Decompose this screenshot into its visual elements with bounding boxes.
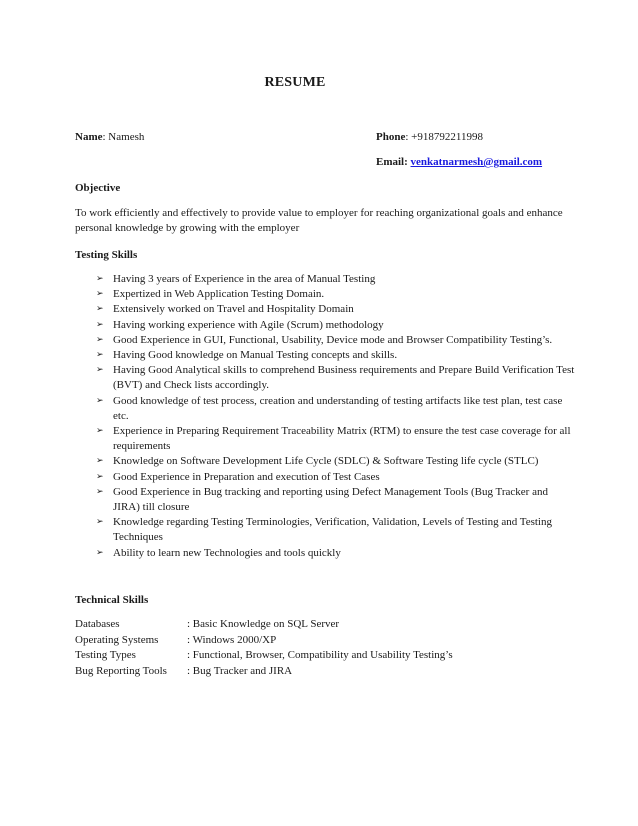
list-item-text: Good Experience in GUI, Functional, Usability, Device mode and Browser Compatibility Testing’s. [113, 333, 553, 346]
table-row [75, 633, 453, 649]
technical-skills-table [75, 617, 453, 679]
phone-value: : +918792211998 [405, 131, 483, 143]
tech-skill-value: : Windows 2000/XP [187, 633, 277, 646]
arrow-bullet-icon: ➢ [96, 304, 104, 315]
email-label: Email [376, 156, 405, 168]
arrow-bullet-icon: ➢ [96, 350, 104, 361]
email-line [376, 155, 542, 169]
list-item [96, 348, 576, 363]
list-item [96, 424, 576, 454]
resume-title: RESUME [264, 75, 326, 90]
testing-skills-heading: Testing Skills [75, 249, 138, 261]
phone-line [376, 130, 483, 144]
list-item-text: Having 3 years of Experience in the area of Manual Testing [113, 273, 376, 285]
list-item-text: Expertized in Web Application Testing Domain. [113, 288, 325, 301]
list-item [96, 363, 576, 393]
list-item-text: Extensively worked on Travel and Hospitality Domain [113, 303, 354, 316]
tech-skill-label: Testing Types [75, 649, 136, 661]
list-item-text: Good knowledge of test process, creation and understanding of testing artifacts like test plan, test case etc. [113, 394, 563, 422]
arrow-bullet-icon: ➢ [96, 289, 104, 300]
name-label: Name [75, 131, 103, 143]
name-line [75, 130, 144, 144]
list-item [96, 485, 576, 515]
list-item-text: Experience in Preparing Requirement Traceability Matrix (RTM) to ensure the test case coverage for all requirements [113, 425, 571, 453]
list-item [96, 287, 576, 302]
list-item-text: Having working experience with Agile (Scrum) methodology [113, 318, 384, 331]
list-item-text: Knowledge on Software Development Life Cycle (SDLC) & Software Testing life cycle (STLC) [113, 455, 539, 468]
arrow-bullet-icon: ➢ [96, 319, 104, 330]
tech-skill-value: : Bug Tracker and JIRA [187, 664, 293, 677]
arrow-bullet-icon: ➢ [96, 274, 104, 284]
tech-skill-label: Bug Reporting Tools [75, 664, 167, 677]
list-item [96, 272, 576, 287]
email-separator: : [404, 156, 411, 168]
list-item [96, 546, 576, 561]
arrow-bullet-icon: ➢ [96, 395, 104, 406]
list-item [96, 302, 576, 317]
list-item-text: Having Good Analytical skills to comprehend Business requirements and Prepare Build Verification Test (BVT) and Check lists accordingly. [113, 364, 575, 392]
arrow-bullet-icon: ➢ [96, 456, 104, 467]
tech-skill-value: : Functional, Browser, Compatibility and Usability Testing’s [187, 649, 453, 661]
list-item-text: Knowledge regarding Testing Terminologies, Verification, Validation, Levels of Testing and Testing Techniques [113, 516, 552, 544]
list-item-text: Good Experience in Bug tracking and reporting using Defect Management Tools (Bug Tracker and JIRA) till closure [113, 485, 548, 514]
objective-heading: Objective [75, 182, 121, 194]
list-item-text: Having Good knowledge on Manual Testing concepts and skills. [113, 349, 398, 362]
list-item [96, 515, 576, 545]
list-item [96, 394, 576, 424]
list-item [96, 470, 576, 485]
phone-label: Phone [376, 131, 406, 143]
table-row [75, 648, 453, 664]
list-item [96, 318, 576, 333]
arrow-bullet-icon: ➢ [96, 486, 104, 497]
technical-skills-heading: Technical Skills [75, 594, 149, 606]
list-item [96, 333, 576, 348]
arrow-bullet-icon: ➢ [96, 547, 104, 558]
arrow-bullet-icon: ➢ [96, 365, 104, 376]
list-item-text: Ability to learn new Technologies and tools quickly [113, 546, 341, 559]
table-row [75, 617, 453, 633]
list-item [96, 454, 576, 469]
tech-skill-value: : Basic Knowledge on SQL Server [187, 618, 340, 630]
table-row [75, 664, 453, 680]
arrow-bullet-icon: ➢ [96, 471, 104, 482]
tech-skill-label: Operating Systems [75, 633, 159, 646]
objective-text: To work efficiently and effectively to provide value to employer for reaching organizational goals and enhance personal knowledge by growing with the employer [75, 207, 563, 234]
email-link[interactable]: venkatnarmesh@gmail.com [410, 156, 543, 168]
testing-skills-list [96, 272, 576, 561]
arrow-bullet-icon: ➢ [96, 517, 104, 528]
arrow-bullet-icon: ➢ [96, 334, 104, 345]
tech-skill-label: Databases [75, 618, 120, 630]
arrow-bullet-icon: ➢ [96, 426, 104, 437]
name-value: : Namesh [102, 131, 145, 143]
list-item-text: Good Experience in Preparation and execution of Test Cases [113, 470, 380, 483]
